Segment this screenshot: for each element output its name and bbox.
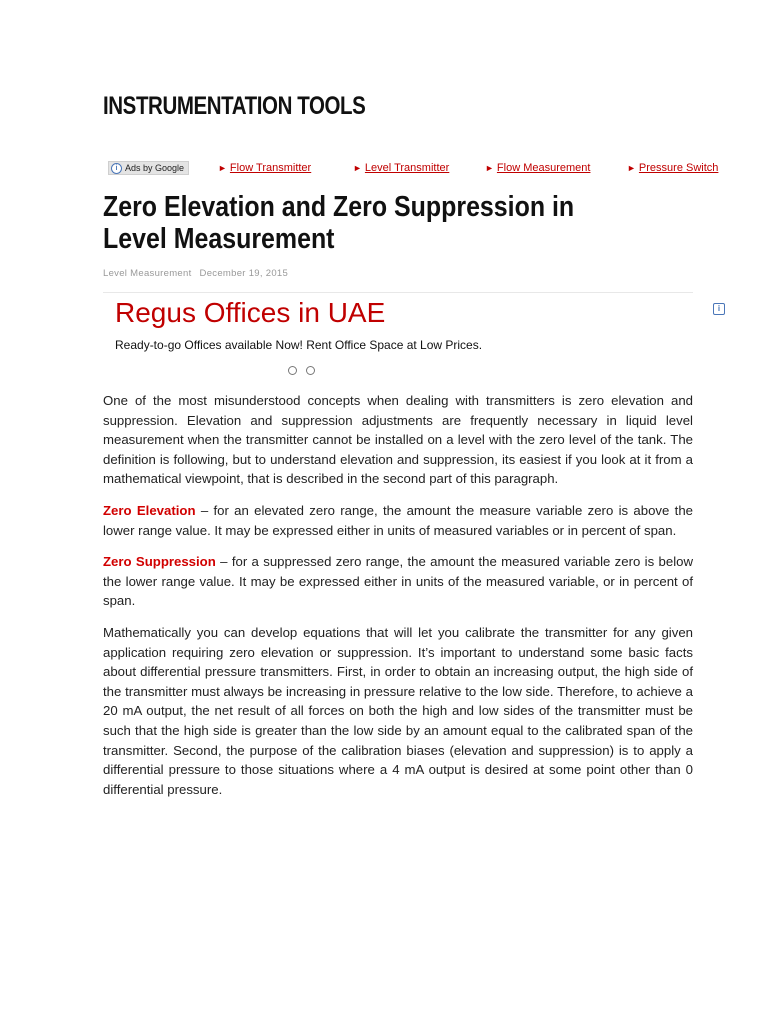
ad-carousel-dots — [288, 362, 324, 380]
paragraph-zero-suppression: Zero Suppression – for a suppressed zero range, the amount the measured variable zero is below the lower range value. It may be expressed either in units of the measured variable, or in percent of span. — [103, 554, 693, 609]
paragraph-math: Mathematically you can develop equations that will let you calibrate the transmitter for any given application requiring zero elevation or suppression. It’s important to understand some basic facts about differential pressure transmitters. First, in order to obtain an increasing output, the high side of the transmitter must always be increasing in pressure relative to the low side. Therefore, to achieve a 20 mA output, the net result of all forces on both the high and low sides of the transmitter must be such that the high side is greater than the low side by an amount equal to the calibrated span of the transmitter. Second, the purpose of the calibration biases (elevation and suppression) is to apply a differential pressure to those situations where a 4 mA output is desired at some point other than 0 differential pressure. — [103, 624, 693, 797]
post-meta — [103, 268, 288, 279]
post-date: December 19, 2015 — [199, 268, 289, 279]
play-triangle-icon: ► — [353, 163, 362, 173]
article-body — [103, 391, 693, 811]
ad-link-level-transmitter[interactable]: ► Level Transmitter — [353, 162, 450, 174]
info-icon: i — [713, 303, 725, 315]
post-category-link[interactable]: Level Measurement — [103, 268, 192, 279]
paragraph-intro: One of the most misunderstood concepts when dealing with transmitters is zero elevation and suppression. Elevation and suppression adjustments are frequently necessary in liquid level measurement when the transmitter cannot be installed on a level with the zero level of the tank. The definition is following, but to understand elevation and suppression, its easiest if you look at it from a mathematical viewpoint, that is described in the second part of this paragraph. — [103, 393, 693, 487]
ads-by-google-badge[interactable] — [108, 161, 189, 175]
ad-info-button[interactable] — [713, 300, 728, 318]
play-triangle-icon: ► — [627, 163, 636, 173]
carousel-dot[interactable] — [306, 366, 315, 375]
term-zero-suppression: Zero Suppression — [103, 554, 216, 570]
ad-link-flow-transmitter[interactable]: ► Flow Transmitter — [218, 162, 312, 174]
carousel-dot[interactable] — [288, 366, 297, 375]
post-title: Zero Elevation and Zero Suppression in Level Measurement — [103, 191, 575, 255]
term-zero-elevation: Zero Elevation — [103, 502, 196, 518]
play-triangle-icon: ► — [218, 163, 227, 173]
ad-link-pressure-switch[interactable]: ► Pressure Switch — [627, 162, 719, 174]
site-title[interactable]: INSTRUMENTATION TOOLS — [103, 92, 366, 120]
ads-by-label: Ads by Google — [125, 163, 185, 173]
ad-links-bar — [108, 161, 728, 175]
ad-description: Ready-to-go Offices available Now! Rent Office Space at Low Prices. — [115, 338, 483, 352]
ad-headline-link[interactable]: Regus Offices in UAE — [115, 297, 386, 328]
paragraph-zero-elevation: Zero Elevation – for an elevated zero range, the amount the measure variable zero is above the lower range value. It may be expressed either in units of measured variables or in percent of span. — [103, 502, 693, 538]
play-triangle-icon: ► — [485, 163, 494, 173]
info-icon: i — [111, 163, 122, 174]
ad-link-flow-measurement[interactable]: ► Flow Measurement — [485, 162, 591, 174]
divider — [103, 292, 693, 293]
